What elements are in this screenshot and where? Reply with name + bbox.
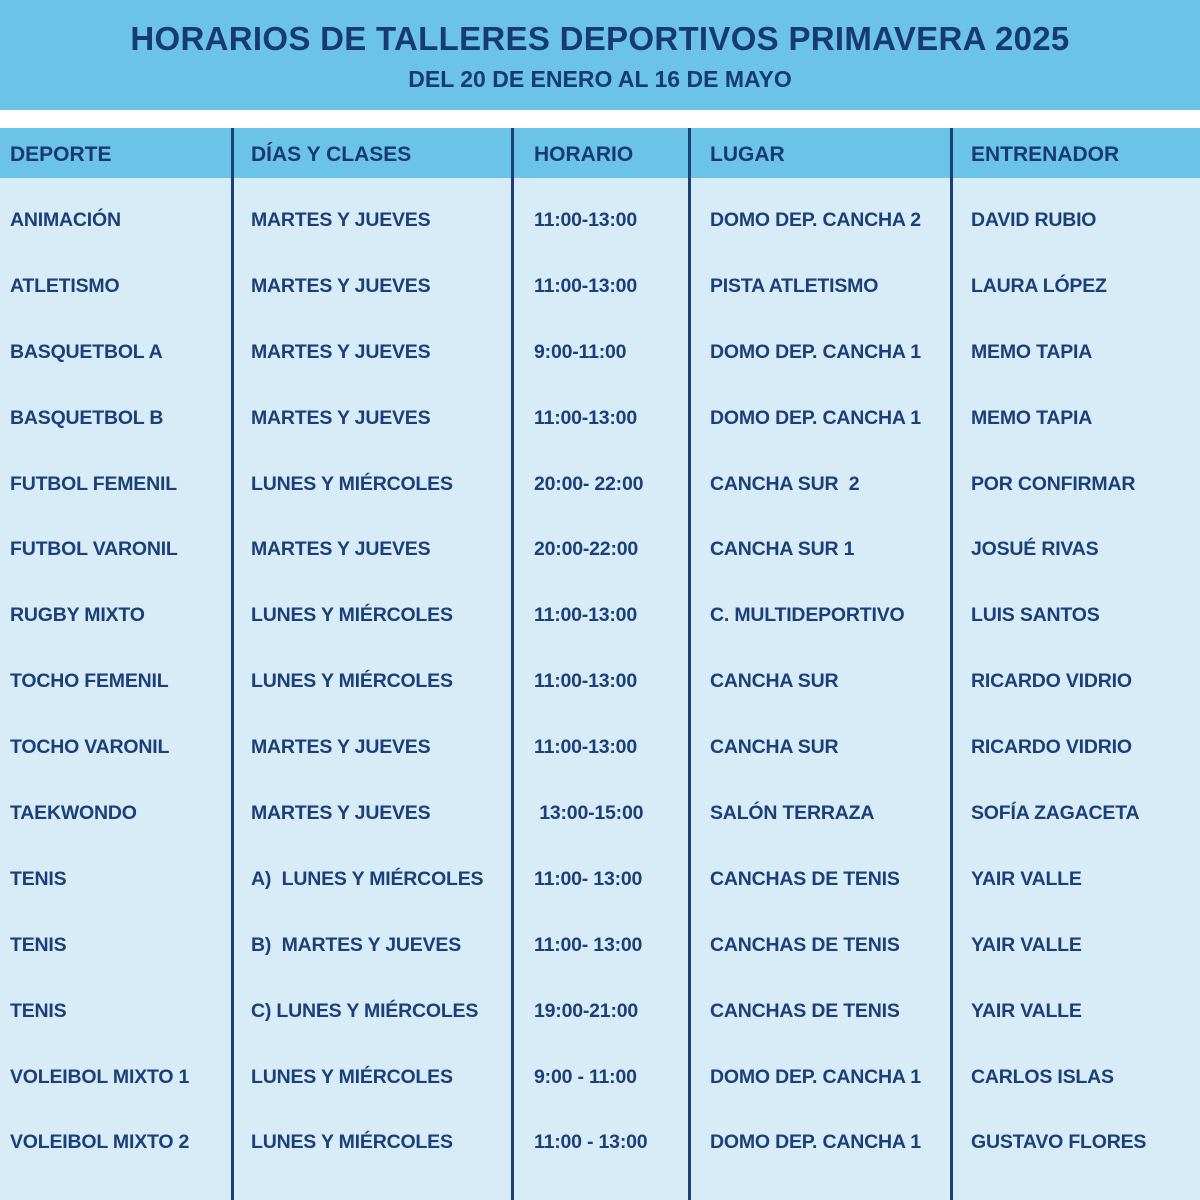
table-row — [0, 453, 1200, 519]
cell-horario: 11:00- 13:00 — [534, 933, 643, 956]
cell-dias: C) LUNES Y MIÉRCOLES — [251, 999, 479, 1022]
cell-lugar: CANCHAS DE TENIS — [710, 933, 900, 956]
cell-deporte: ATLETISMO — [10, 274, 120, 297]
cell-horario: 11:00-13:00 — [534, 604, 637, 627]
cell-entrenador: LAURA LÓPEZ — [971, 274, 1107, 297]
cell-lugar: DOMO DEP. CANCHA 1 — [710, 1065, 921, 1088]
cell-dias: LUNES Y MIÉRCOLES — [251, 670, 453, 693]
cell-entrenador: LUIS SANTOS — [971, 604, 1100, 627]
cell-horario: 11:00-13:00 — [534, 736, 637, 759]
cell-deporte: RUGBY MIXTO — [10, 604, 145, 627]
cell-dias: LUNES Y MIÉRCOLES — [251, 1065, 453, 1088]
cell-horario: 11:00 - 13:00 — [534, 1131, 648, 1154]
column-header-lugar: LUGAR — [710, 143, 785, 166]
cell-horario: 11:00-13:00 — [534, 209, 637, 231]
schedule-table — [0, 128, 1200, 1200]
table-row — [0, 189, 1200, 255]
cell-dias: MARTES Y JUEVES — [251, 406, 431, 429]
cell-dias: MARTES Y JUEVES — [251, 736, 431, 759]
cell-dias: MARTES Y JUEVES — [251, 538, 431, 561]
cell-dias: LUNES Y MIÉRCOLES — [251, 604, 453, 627]
table-row — [0, 255, 1200, 321]
table-row — [0, 980, 1200, 1046]
page-subtitle: DEL 20 DE ENERO AL 16 DE MAYO — [408, 66, 792, 92]
cell-horario: 11:00-13:00 — [534, 274, 637, 297]
cell-deporte: VOLEIBOL MIXTO 2 — [10, 1131, 190, 1154]
table-row — [0, 584, 1200, 650]
cell-horario: 11:00-13:00 — [534, 670, 637, 693]
column-header-horario: HORARIO — [534, 143, 634, 166]
cell-horario: 20:00-22:00 — [534, 538, 639, 561]
cell-horario: 20:00- 22:00 — [534, 472, 644, 495]
cell-entrenador: YAIR VALLE — [971, 867, 1082, 890]
cell-deporte: TENIS — [10, 999, 67, 1022]
cell-dias: LUNES Y MIÉRCOLES — [251, 1131, 453, 1154]
cell-deporte: BASQUETBOL B — [10, 406, 164, 429]
title-banner — [0, 0, 1200, 110]
cell-horario: 19:00-21:00 — [534, 999, 639, 1022]
cell-entrenador: CARLOS ISLAS — [971, 1065, 1114, 1088]
cell-dias: MARTES Y JUEVES — [251, 274, 431, 297]
cell-horario: 9:00-11:00 — [534, 340, 627, 363]
cell-deporte: FUTBOL FEMENIL — [10, 472, 177, 495]
cell-lugar: CANCHA SUR — [710, 736, 839, 759]
cell-lugar: CANCHAS DE TENIS — [710, 867, 900, 890]
cell-deporte: TENIS — [10, 933, 67, 956]
table-row — [0, 387, 1200, 453]
cell-horario: 11:00-13:00 — [534, 406, 637, 429]
page-title: HORARIOS DE TALLERES DEPORTIVOS PRIMAVERA 2025 — [130, 20, 1070, 57]
cell-lugar: SALÓN TERRAZA — [710, 802, 875, 825]
cell-horario: 13:00-15:00 — [534, 802, 644, 825]
cell-entrenador: YAIR VALLE — [971, 933, 1082, 956]
table-header-row — [0, 128, 1200, 178]
cell-deporte: TENIS — [10, 867, 67, 890]
cell-entrenador: MEMO TAPIA — [971, 406, 1093, 429]
cell-deporte: ANIMACIÓN — [10, 209, 121, 231]
table-row — [0, 650, 1200, 716]
cell-entrenador: GUSTAVO FLORES — [971, 1131, 1147, 1154]
table-row — [0, 914, 1200, 980]
cell-lugar: DOMO DEP. CANCHA 1 — [710, 340, 921, 363]
cell-entrenador: MEMO TAPIA — [971, 340, 1093, 363]
table-row — [0, 518, 1200, 584]
table-row — [0, 1046, 1200, 1112]
cell-entrenador: DAVID RUBIO — [971, 209, 1097, 231]
cell-deporte: TOCHO FEMENIL — [10, 670, 169, 693]
cell-deporte: TOCHO VARONIL — [10, 736, 170, 759]
cell-dias: LUNES Y MIÉRCOLES — [251, 472, 453, 495]
cell-dias: MARTES Y JUEVES — [251, 802, 431, 825]
table-row — [0, 716, 1200, 782]
cell-lugar: CANCHA SUR — [710, 670, 839, 693]
cell-lugar: PISTA ATLETISMO — [710, 274, 879, 297]
cell-deporte: FUTBOL VARONIL — [10, 538, 178, 561]
table-row — [0, 1111, 1200, 1177]
cell-lugar: DOMO DEP. CANCHA 2 — [710, 209, 921, 231]
cell-entrenador: SOFÍA ZAGACETA — [971, 802, 1140, 825]
table-row — [0, 782, 1200, 848]
table-row — [0, 848, 1200, 914]
cell-dias: MARTES Y JUEVES — [251, 340, 431, 363]
cell-dias: MARTES Y JUEVES — [251, 209, 431, 231]
cell-lugar: CANCHAS DE TENIS — [710, 999, 900, 1022]
column-header-entrenador: ENTRENADOR — [971, 143, 1120, 166]
cell-lugar: C. MULTIDEPORTIVO — [710, 604, 905, 627]
cell-dias: B) MARTES Y JUEVES — [251, 933, 462, 956]
cell-entrenador: POR CONFIRMAR — [971, 472, 1136, 495]
table-row — [0, 321, 1200, 387]
cell-entrenador: YAIR VALLE — [971, 999, 1082, 1022]
cell-deporte: VOLEIBOL MIXTO 1 — [10, 1065, 190, 1088]
cell-deporte: BASQUETBOL A — [10, 340, 163, 363]
cell-lugar: DOMO DEP. CANCHA 1 — [710, 1131, 921, 1154]
cell-horario: 9:00 - 11:00 — [534, 1065, 637, 1088]
cell-entrenador: RICARDO VIDRIO — [971, 670, 1132, 693]
cell-lugar: CANCHA SUR 1 — [710, 538, 855, 561]
cell-horario: 11:00- 13:00 — [534, 867, 643, 890]
column-header-dias: DÍAS Y CLASES — [251, 143, 412, 166]
cell-lugar: DOMO DEP. CANCHA 1 — [710, 406, 921, 429]
column-header-deporte: DEPORTE — [10, 143, 112, 166]
cell-lugar: CANCHA SUR 2 — [710, 472, 860, 495]
cell-entrenador: JOSUÉ RIVAS — [971, 538, 1099, 561]
cell-deporte: TAEKWONDO — [10, 802, 137, 825]
cell-entrenador: RICARDO VIDRIO — [971, 736, 1132, 759]
cell-dias: A) LUNES Y MIÉRCOLES — [251, 867, 484, 890]
table-body — [0, 189, 1200, 1177]
